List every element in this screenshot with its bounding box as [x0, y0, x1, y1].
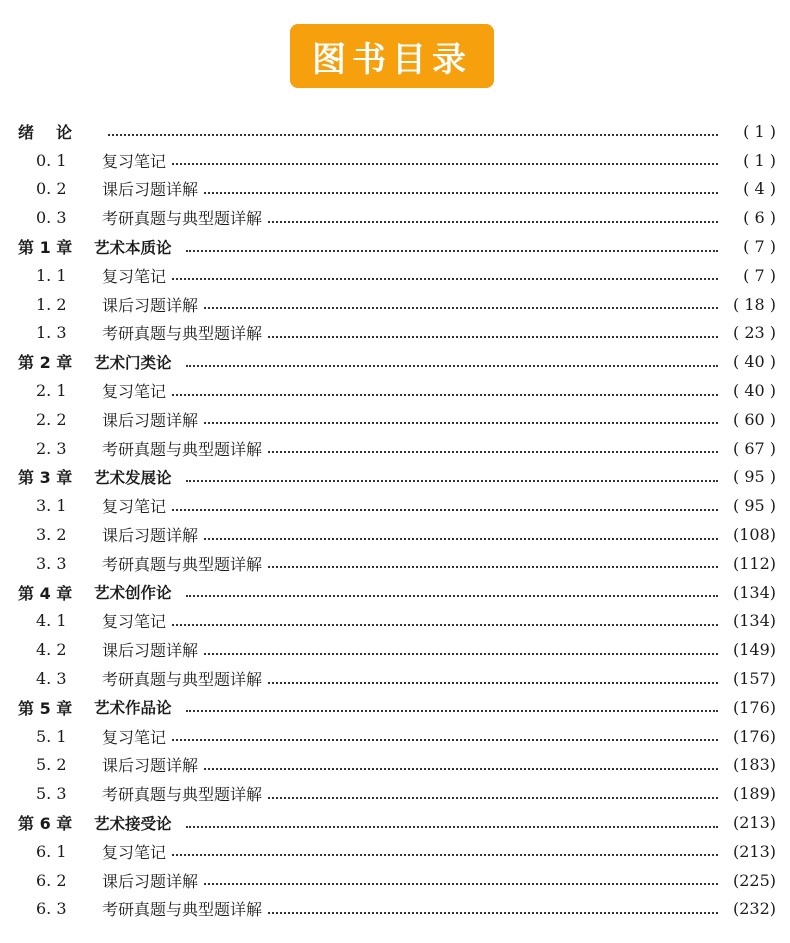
toc-section-row[interactable] [18, 837, 776, 866]
toc-section-row[interactable] [18, 290, 776, 319]
dot-leader [186, 826, 718, 828]
toc-number: 2. 3 [36, 438, 67, 458]
toc-page-number: (134) [732, 611, 776, 631]
dot-leader [268, 451, 718, 453]
toc-section-row[interactable] [18, 434, 776, 463]
toc-number: 第 6 章 [18, 814, 73, 834]
toc-number: 第 3 章 [18, 468, 73, 488]
toc-title: 艺术作品论 [94, 699, 172, 718]
toc-number: 2. 2 [36, 409, 67, 429]
dot-leader [268, 566, 718, 568]
toc-number: 3. 2 [36, 525, 67, 545]
toc-number: 5. 2 [36, 755, 67, 775]
toc-page-number: (213) [732, 813, 776, 833]
toc-page-number: ( 7 ) [743, 237, 776, 257]
toc-title: 艺术接受论 [94, 814, 172, 833]
toc-chapter-row[interactable] [18, 693, 776, 722]
dot-leader [268, 797, 718, 799]
dot-leader [172, 394, 718, 396]
toc-page-number: ( 1 ) [743, 121, 776, 141]
toc-page-number: (225) [732, 870, 776, 890]
dot-leader [204, 192, 718, 194]
toc-number: 第 1 章 [18, 238, 73, 258]
dot-leader [172, 163, 718, 165]
toc-page-number: ( 95 ) [732, 496, 776, 516]
title-badge [290, 24, 494, 88]
toc-number: 6. 1 [36, 841, 67, 861]
dot-leader [204, 883, 718, 885]
toc-title: 复习笔记 [102, 612, 167, 632]
toc-number: 0. 3 [36, 208, 67, 228]
toc-title: 课后习题详解 [102, 180, 199, 200]
toc-page-number: ( 23 ) [732, 323, 776, 343]
toc-number: 1. 3 [36, 323, 67, 343]
dot-leader [268, 682, 718, 684]
toc-number [18, 120, 94, 143]
toc-page-number: (213) [732, 841, 776, 861]
toc-page-number: (157) [732, 669, 776, 689]
toc-chapter-row[interactable] [18, 463, 776, 492]
toc-page-number: ( 40 ) [732, 352, 776, 372]
dot-leader [186, 250, 718, 252]
toc-number: 0. 1 [36, 150, 67, 170]
dot-leader [204, 653, 718, 655]
toc-title: 艺术发展论 [94, 468, 172, 487]
toc-title: 考研真题与典型题详解 [102, 670, 263, 690]
toc-number: 第 2 章 [18, 353, 73, 373]
toc-page-number: ( 6 ) [743, 208, 776, 228]
toc-number: 4. 2 [36, 640, 67, 660]
dot-leader [172, 624, 718, 626]
dot-leader [268, 221, 718, 223]
toc-section-row[interactable] [18, 779, 776, 808]
toc-title: 课后习题详解 [102, 871, 199, 891]
toc-number: 6. 2 [36, 870, 67, 890]
toc-title: 考研真题与典型题详解 [102, 554, 263, 574]
toc-page-number: ( 40 ) [732, 381, 776, 401]
toc-number: 4. 1 [36, 611, 67, 631]
toc-page-number: (176) [732, 697, 776, 717]
page-title: 图书目录 [312, 39, 472, 80]
toc-page-number: ( 18 ) [732, 294, 776, 314]
toc-page-number: (232) [732, 899, 776, 919]
toc-title: 复习笔记 [102, 727, 167, 747]
toc-title: 艺术门类论 [94, 353, 172, 372]
toc-number: 第 4 章 [18, 583, 73, 603]
toc-title: 复习笔记 [102, 382, 167, 402]
dot-leader [186, 595, 718, 597]
dot-leader [204, 422, 718, 424]
toc-page-number: (189) [732, 784, 776, 804]
toc-number: 第 5 章 [18, 698, 73, 718]
toc-page-number: ( 67 ) [732, 438, 776, 458]
toc-page-number: ( 1 ) [743, 150, 776, 170]
dot-leader [268, 912, 718, 914]
toc-title: 课后习题详解 [102, 295, 199, 315]
dot-leader [108, 134, 718, 136]
toc-section-row[interactable] [18, 722, 776, 751]
toc-section-row[interactable] [18, 635, 776, 664]
toc-number-part: 论 [56, 122, 73, 142]
toc-chapter-row[interactable] [18, 808, 776, 837]
toc-title: 复习笔记 [102, 151, 167, 171]
toc-number: 3. 1 [36, 496, 67, 516]
toc-number-part: 绪 [18, 122, 35, 142]
toc-title: 考研真题与典型题详解 [102, 785, 263, 805]
toc-title: 复习笔记 [102, 266, 167, 286]
toc-title: 艺术创作论 [94, 584, 172, 603]
toc-section-row[interactable] [18, 664, 776, 693]
toc-section-row[interactable] [18, 866, 776, 895]
toc-number: 1. 1 [36, 265, 67, 285]
toc-title: 考研真题与典型题详解 [102, 209, 263, 229]
toc-section-row[interactable] [18, 319, 776, 348]
toc-number: 5. 1 [36, 726, 67, 746]
dot-leader [186, 365, 718, 367]
toc-section-row[interactable] [18, 146, 776, 175]
toc-number: 4. 3 [36, 669, 67, 689]
toc-page-number: (176) [732, 726, 776, 746]
dot-leader [268, 336, 718, 338]
toc-chapter-row[interactable] [18, 232, 776, 261]
dot-leader [172, 739, 718, 741]
toc-title: 考研真题与典型题详解 [102, 439, 263, 459]
toc-number: 1. 2 [36, 294, 67, 314]
toc-section-row[interactable] [18, 203, 776, 232]
toc-title: 艺术本质论 [94, 238, 172, 257]
toc-section-row[interactable] [18, 549, 776, 578]
toc-number: 0. 2 [36, 179, 67, 199]
toc-section-row[interactable] [18, 607, 776, 636]
toc-chapter-row[interactable] [18, 578, 776, 607]
dot-leader [172, 278, 718, 280]
dot-leader [204, 538, 718, 540]
toc-section-row[interactable] [18, 261, 776, 290]
toc-title: 复习笔记 [102, 497, 167, 517]
toc-title: 考研真题与典型题详解 [102, 900, 263, 920]
toc-title: 课后习题详解 [102, 526, 199, 546]
dot-leader [172, 854, 718, 856]
toc-page-number: (134) [732, 582, 776, 602]
toc-section-row[interactable] [18, 405, 776, 434]
toc-chapter-row[interactable] [18, 347, 776, 376]
toc-page-number: ( 7 ) [743, 265, 776, 285]
toc-number: 5. 3 [36, 784, 67, 804]
toc-title: 课后习题详解 [102, 410, 199, 430]
toc-title: 课后习题详解 [102, 641, 199, 661]
toc-title: 复习笔记 [102, 842, 167, 862]
toc-section-row[interactable] [18, 520, 776, 549]
toc-section-row[interactable] [18, 491, 776, 520]
dot-leader [186, 480, 718, 482]
toc-page-number: (108) [732, 525, 776, 545]
toc-section-row[interactable] [18, 175, 776, 204]
toc-page-number: (149) [732, 640, 776, 660]
toc-page-number: (112) [732, 553, 776, 573]
toc-section-row[interactable] [18, 751, 776, 780]
toc-page-number: ( 4 ) [743, 179, 776, 199]
toc-number: 3. 3 [36, 553, 67, 573]
toc-page-number: (183) [732, 755, 776, 775]
toc-title: 考研真题与典型题详解 [102, 324, 263, 344]
toc-page-number: ( 95 ) [732, 467, 776, 487]
dot-leader [204, 307, 718, 309]
toc-number: 6. 3 [36, 899, 67, 919]
toc-number: 2. 1 [36, 381, 67, 401]
toc-title: 课后习题详解 [102, 756, 199, 776]
toc-section-row[interactable] [18, 376, 776, 405]
toc-page-number: ( 60 ) [732, 409, 776, 429]
dot-leader [172, 509, 718, 511]
toc-section-row[interactable] [18, 895, 776, 924]
dot-leader [204, 768, 718, 770]
dot-leader [186, 710, 718, 712]
toc-chapter-row[interactable] [18, 117, 776, 146]
table-of-contents [18, 117, 776, 923]
